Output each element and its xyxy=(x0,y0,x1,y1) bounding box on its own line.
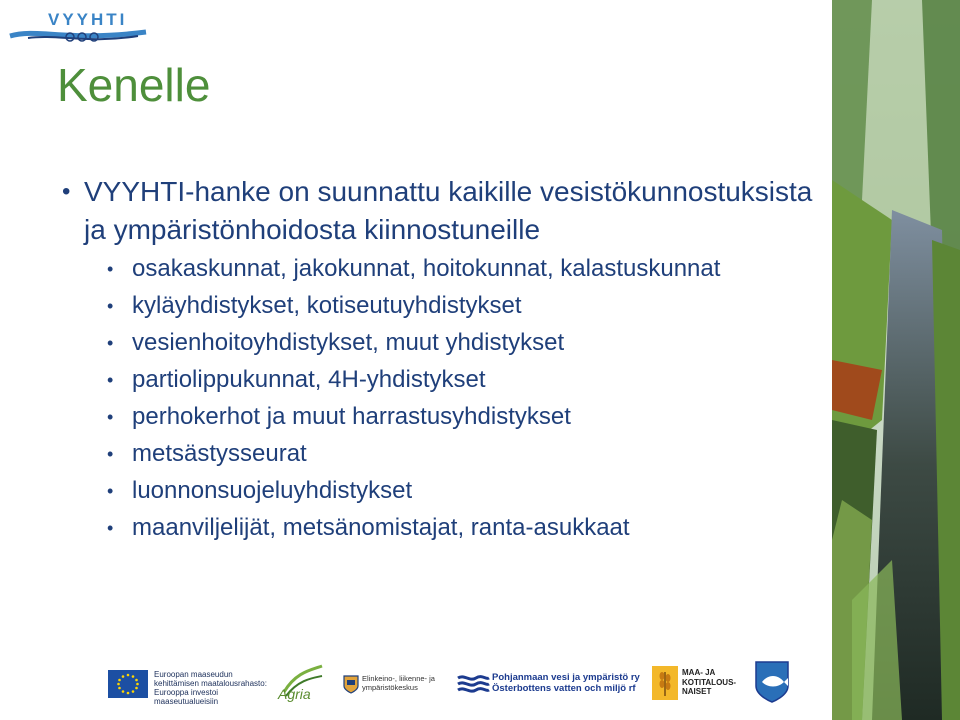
wheat-logo-icon xyxy=(652,666,678,700)
bullet-icon: • xyxy=(107,518,114,538)
list-item: • kyläyhdistykset, kotiseutuyhdistykset xyxy=(62,290,822,322)
main-bullet xyxy=(62,173,822,249)
bullet-icon: • xyxy=(62,178,71,205)
list-item: • maanviljelijät, metsänomistajat, ranta-asukkaat xyxy=(62,512,822,544)
agria-text: Agria xyxy=(278,686,311,702)
eu-stars-icon xyxy=(108,670,148,698)
fish-shield-icon xyxy=(754,660,790,704)
pvy-text: Pohjanmaan vesi ja ympäristö ry Österbottens vatten och miljö rf xyxy=(492,672,640,694)
ely-text: Elinkeino-, liikenne- ja ympäristökeskus xyxy=(362,674,435,692)
eu-flag-icon xyxy=(108,670,148,698)
ely-logo-icon xyxy=(342,674,360,694)
vyyhti-logo xyxy=(8,6,148,48)
footer-logos xyxy=(100,656,800,712)
bullet-icon: • xyxy=(107,259,114,279)
list-item: • vesienhoitoyhdistykset, muut yhdistykset xyxy=(62,327,822,359)
list-item: • osakaskunnat, jakokunnat, hoitokunnat, kalastuskunnat xyxy=(62,253,822,285)
bullet-icon: • xyxy=(107,481,114,501)
bullet-icon: • xyxy=(107,407,114,427)
bullet-icon: • xyxy=(107,296,114,316)
main-bullet-text: VYYHTI-hanke on suunnattu kaikille vesistökunnostuksista ja ympäristönhoidosta kiinnostuneille xyxy=(84,176,813,245)
logo-text: VYYHTI xyxy=(48,10,128,29)
sub-bullet-list xyxy=(62,253,822,544)
content-area xyxy=(62,173,822,549)
list-item: • metsästysseurat xyxy=(62,438,822,470)
stream-photo xyxy=(832,0,960,720)
bullet-icon: • xyxy=(107,333,114,353)
list-item: • partiolippukunnat, 4H-yhdistykset xyxy=(62,364,822,396)
page-title: Kenelle xyxy=(57,59,211,111)
mk-text: MAA- JA KOTITALOUS- NAISET xyxy=(682,668,737,696)
list-item: • perhokerhot ja muut harrastusyhdistykset xyxy=(62,401,822,433)
bullet-icon: • xyxy=(107,444,114,464)
bullet-icon: • xyxy=(107,370,114,390)
eu-text: Euroopan maaseudun kehittämisen maatalousrahasto: Eurooppa investoi maaseutualueisiin xyxy=(154,670,267,706)
list-item: • luonnonsuojeluyhdistykset xyxy=(62,475,822,507)
wave-stripes-icon xyxy=(456,672,490,696)
